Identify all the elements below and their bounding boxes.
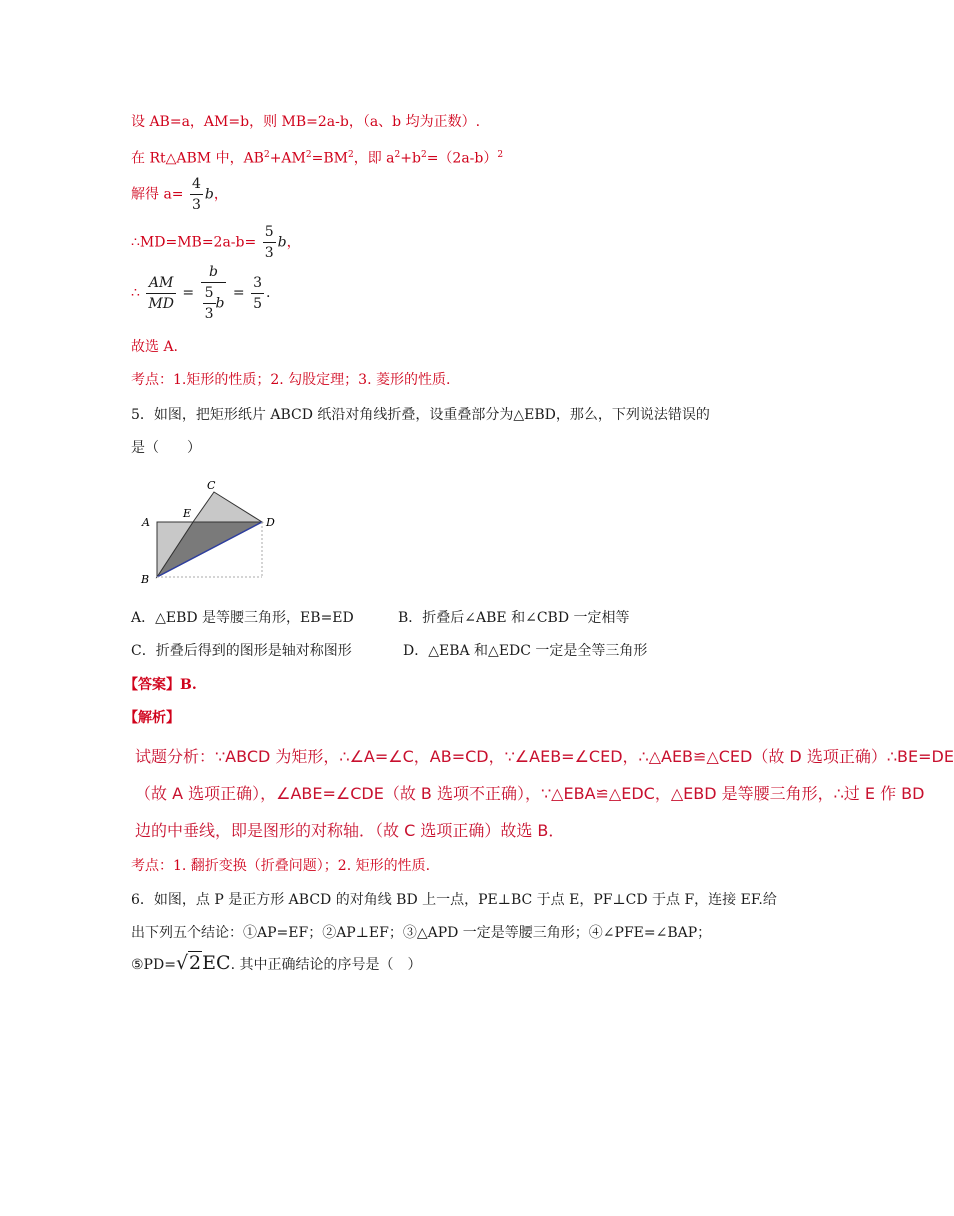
solution-line-4: ∴MD=MB=2a-b= $\frac{5}{3}$ b， [131,224,301,261]
label-c: C [207,479,216,492]
q5-analysis-block [135,738,954,849]
q5-option-a: A．△EBD 是等腰三角形，EB=ED [131,610,354,626]
fraction-b-over-5-3-b: b $\frac{5}{3}$ b [201,262,227,324]
analysis-line-1: 试题分析：∵ABCD 为矩形，∴∠A=∠C，AB=CD，∵∠AEB=∠CED，∴△AEB≌△CED（故 D 选项正确）∴BE=DE [135,747,954,766]
analysis-line-3: 边的中垂线，即是图形的对称轴．（故 C 选项正确）故选 B． [135,821,565,840]
q6-stem-line-1: 6．如图，点 P 是正方形 ABCD 的对角线 BD 上一点，PE⊥BC 于点 E，PF⊥CD 于点 F，连接 EF.给 [131,892,777,908]
q5-figure [135,475,275,590]
q5-stem-line-2: 是（ ） [131,440,201,456]
solution-line-5: ∴ $\frac{AM}{MD}$ = b $\frac{5}{3}$ b = $\frac{3}{5}$ . [131,264,271,322]
solution-kaodian: 考点：1.矩形的性质；2. 勾股定理；3. 菱形的性质. [131,372,451,388]
label-e: E [183,507,192,520]
q5-answer: 【答案】B. [124,677,197,693]
fraction-am-md: $\frac{AM}{MD}$ [148,274,174,312]
q5-option-b: B．折叠后∠ABE 和∠CBD 一定相等 [398,610,630,626]
solution-line-2: 在 Rt△ABM 中，$AB^2+AM^2=BM^2$，即 $a^2+b^2=(2a-b)^2$ [131,150,504,167]
q6-stem-line-2: 出下列五个结论：①AP=EF；②AP⊥EF；③△APD 一定是等腰三角形；④∠PFE=∠BAP； [131,925,712,941]
solution-line-1: 设 AB=a，AM=b，则 MB=2a-b，（a、b 均为正数）. [131,114,481,130]
q5-kaodian: 考点：1. 翻折变换（折叠问题）；2. 矩形的性质. [131,858,431,874]
label-d: D [266,516,275,529]
q5-stem-line-1: 5．如图，把矩形纸片 ABCD 纸沿对角线折叠，设重叠部分为△EBD，那么，下列说法错误的 [131,407,710,423]
analysis-line-2: （故 A 选项正确），∠ABE=∠CDE（故 B 选项不正确），∵△EBA≌△EDC，△EBD 是等腰三角形，∴过 E 作 BD [135,784,925,803]
label-b: B [141,573,150,586]
fraction-5-3: $\frac{5}{3}$ [264,224,274,261]
solution-choice: 故选 A. [131,339,179,355]
folded-triangle-light [193,492,262,522]
sqrt-2: √2 [175,952,202,974]
q5-option-d: D．△EBA 和△EDC 一定是全等三角形 [403,643,648,659]
q6-stem-line-3: ⑤PD=√2EC. 其中正确结论的序号是（ ） [131,952,422,974]
solution-line-3: 解得 a= $\frac{4}{3}$ b， [131,176,228,213]
fraction-3-5: $\frac{3}{5}$ [253,274,263,312]
q5-analysis-title: 【解析】 [124,710,180,726]
fraction-5-3-inner: $\frac{5}{3}$ [204,285,214,322]
q5-option-c: C．折叠后得到的图形是轴对称图形 [131,643,352,659]
label-a: A [142,516,150,529]
fraction-4-3: $\frac{4}{3}$ [191,176,201,213]
